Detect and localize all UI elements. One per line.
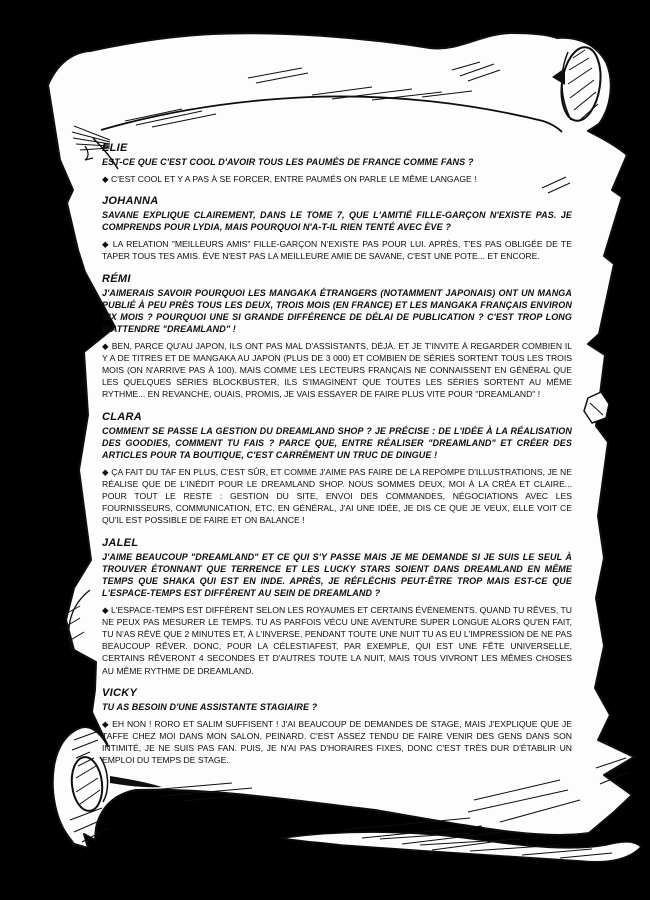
qa-section-johanna [102,195,572,262]
question-text: J'AIME BEAUCOUP "DREAMLAND" ET CE QUI S'Y PASSE MAIS JE ME DEMANDE SI JE SUIS LE SEUL À TROUVER ÉTONNANT QUE TERRENCE ET LES LUCKY STARS SOIENT DANS DREAMLAND EN MÊME TEMPS QUE SHAKA QUI EST EN INDE. APRÈS, JE RÉFLÉCHIS PEUT-ÊTRE TROP MAIS EST-CE QUE L'ESPACE-TEMPS EST DIFFÉRENT AU SEIN DE DREAMLAND ? [102,551,572,598]
answer-text: ◆ ÇA FAIT DU TAF EN PLUS, C'EST SÛR, ET COMME J'AIME PAS FAIRE DE LA REPOMPE D'ILLUSTRATIONS, JE NE RÉALISE QUE DE L'INÉDIT POUR LE DREAMLAND SHOP. NOUS SOMMES DEUX, MOI À LA CRÉA ET CLAIRE... POUR TOUT LE RESTE : GESTION DU SITE, ENVOI DES COMMANDES, NÉGOCIATIONS AVEC LES FOURNISSEURS, COMMUNICATION, ETC. EN GÉNÉRAL, J'AI UNE IDÉE, JE DIS CE QUE JE VEUX, ELLE VOIT CE QU'IL EST POSSIBLE DE FAIRE ET ON BALANCE ! [102,466,572,526]
answer-text: ◆ L'ESPACE-TEMPS EST DIFFÉRENT SELON LES ROYAUMES ET CERTAINS ÉVÉNEMENTS. QUAND TU RÊVES, TU NE PEUX PAS MESURER LE TEMPS. TU AS PARFOIS VÉCU UNE AVENTURE SUPER LONGUE ALORS QU'EN FAIT, TU N'AS RÊVÉ QUE 2 MINUTES ET, À L'INVERSE, PENDANT TOUTE UNE NUIT TU AS EU L'IMPRESSION DE NE PAS BEAUCOUP RÊVER. DONC, POUR LA CÉLESTIAFEST, PAR EXEMPLE, QUI EST UNE FÊTE UNIVERSELLE, CERTAINS RÊVERONT 4 SECONDES ET D'AUTRES TOUTE LA NUIT, MAIS TOUS VIVRONT LES MÊMES CHOSES AU MÊME RYTHME DE DREAMLAND. [102,604,572,676]
reader-name: RÉMI [102,272,131,285]
answer-text: ◆ C'EST COOL ET Y A PAS À SE FORCER, ENTRE PAUMÉS ON PARLE LE MÊME LANGAGE ! [102,174,477,184]
qa-section-elie [102,142,572,185]
reader-name: JALEL [102,536,139,549]
reader-name: ELIE [102,142,128,154]
qa-section-clara [102,411,572,527]
question-text: J'AIMERAIS SAVOIR POURQUOI LES MANGAKA ÉTRANGERS (NOTAMMENT JAPONAIS) ONT UN MANGA PUBLIÉ À PEU PRÈS TOUS LES DEUX, TROIS MOIS (EN FRANCE) ET LES MANGAKA FRANÇAIS ENVIRON SIX MOIS ? POURQUOI UNE SI GRANDE DIFFÉRENCE DE DÉLAI DE PUBLICATION ? C'EST TROP LONG D'ATTENDRE "DREAMLAND" ! [102,287,572,334]
qa-section-jalel [102,537,572,677]
reader-name: VICKY [102,686,138,699]
qa-text-column [102,142,572,777]
question-text: TU AS BESOIN D'UNE ASSISTANTE STAGIAIRE ? [102,701,318,712]
qa-section-vicky [102,687,572,767]
reader-name: CLARA [102,410,142,423]
question-text: EST-CE QUE C'EST COOL D'AVOIR TOUS LES PAUMÉS DE FRANCE COMME FANS ? [102,157,474,167]
qa-section-remi [102,273,572,401]
answer-text: ◆ BEN, PARCE QU'AU JAPON, ILS ONT PAS MAL D'ASSISTANTS, DÉJÀ. ET JE T'INVITE À REGARDER COMBIEN IL Y A DE TITRES ET DE MANGAKA AU JAPON (PLUS DE 3 000) ET COMBIEN DE SÉRIES SORTENT TOUS LES TROIS MOIS (ON N'ARRIVE PAS À 100). MAIS COMME LES LECTEURS FRANÇAIS NE CONNAISSENT EN GÉNÉRAL QUE LES QUELQUES SÉRIES BLOCKBUSTER, ILS S'IMAGINENT QUE TOUTES LES SÉRIES SORTENT AU MÊME RYTHME... EN REVANCHE, OUAIS, PROMIS, JE VAIS ESSAYER DE FAIRE PLUS VITE POUR "DREAMLAND" ! [102,340,572,400]
question-text: SAVANE EXPLIQUE CLAIREMENT, DANS LE TOME 7, QUE L'AMITIÉ FILLE-GARÇON N'EXISTE PAS. JE COMPRENDS POUR LYDIA, MAIS POURQUOI N'A-T-IL RIEN TENTÉ AVEC ÈVE ? [102,210,572,233]
answer-text: ◆ LA RELATION "MEILLEURS AMIS" FILLE-GARÇON N'EXISTE PAS POUR LUI. APRÈS, T'ES PAS OBLIGÉE DE TE TAPER TOUS TES AMIS. ÈVE N'EST PAS LA MEILLEURE AMIE DE SAVANE, C'EST UNE POTE... ET ENCORE. [102,239,572,262]
question-text: COMMENT SE PASSE LA GESTION DU DREAMLAND SHOP ? JE PRÉCISE : DE L'IDÉE À LA RÉALISATION DES GOODIES, COMMENT TU FAIS ? PARCE QUE, ENTRE RÉALISER "DREAMLAND" ET CRÉER DES ARTICLES POUR TA BOUTIQUE, C'EST CARRÉMENT UN TRUC DE DINGUE ! [102,425,572,460]
answer-text: ◆ EH NON ! RORO ET SALIM SUFFISENT ! J'AI BEAUCOUP DE DEMANDES DE STAGE, MAIS J'EXPLIQUE QUE JE TAFFE CHEZ MOI DANS MON SALON, PEINARD. C'EST ASSEZ TENDU DE FAIRE VENIR DES GENS DANS SON INTIMITÉ, JE NE SUIS PAS FAN. PUIS, JE N'AI PAS D'HORAIRES FIXES, DONC C'EST TRÈS DUR D'ÉTABLIR UN EMPLOI DU TEMPS DE STAGE. [102,718,572,766]
reader-name: JOHANNA [102,195,159,208]
